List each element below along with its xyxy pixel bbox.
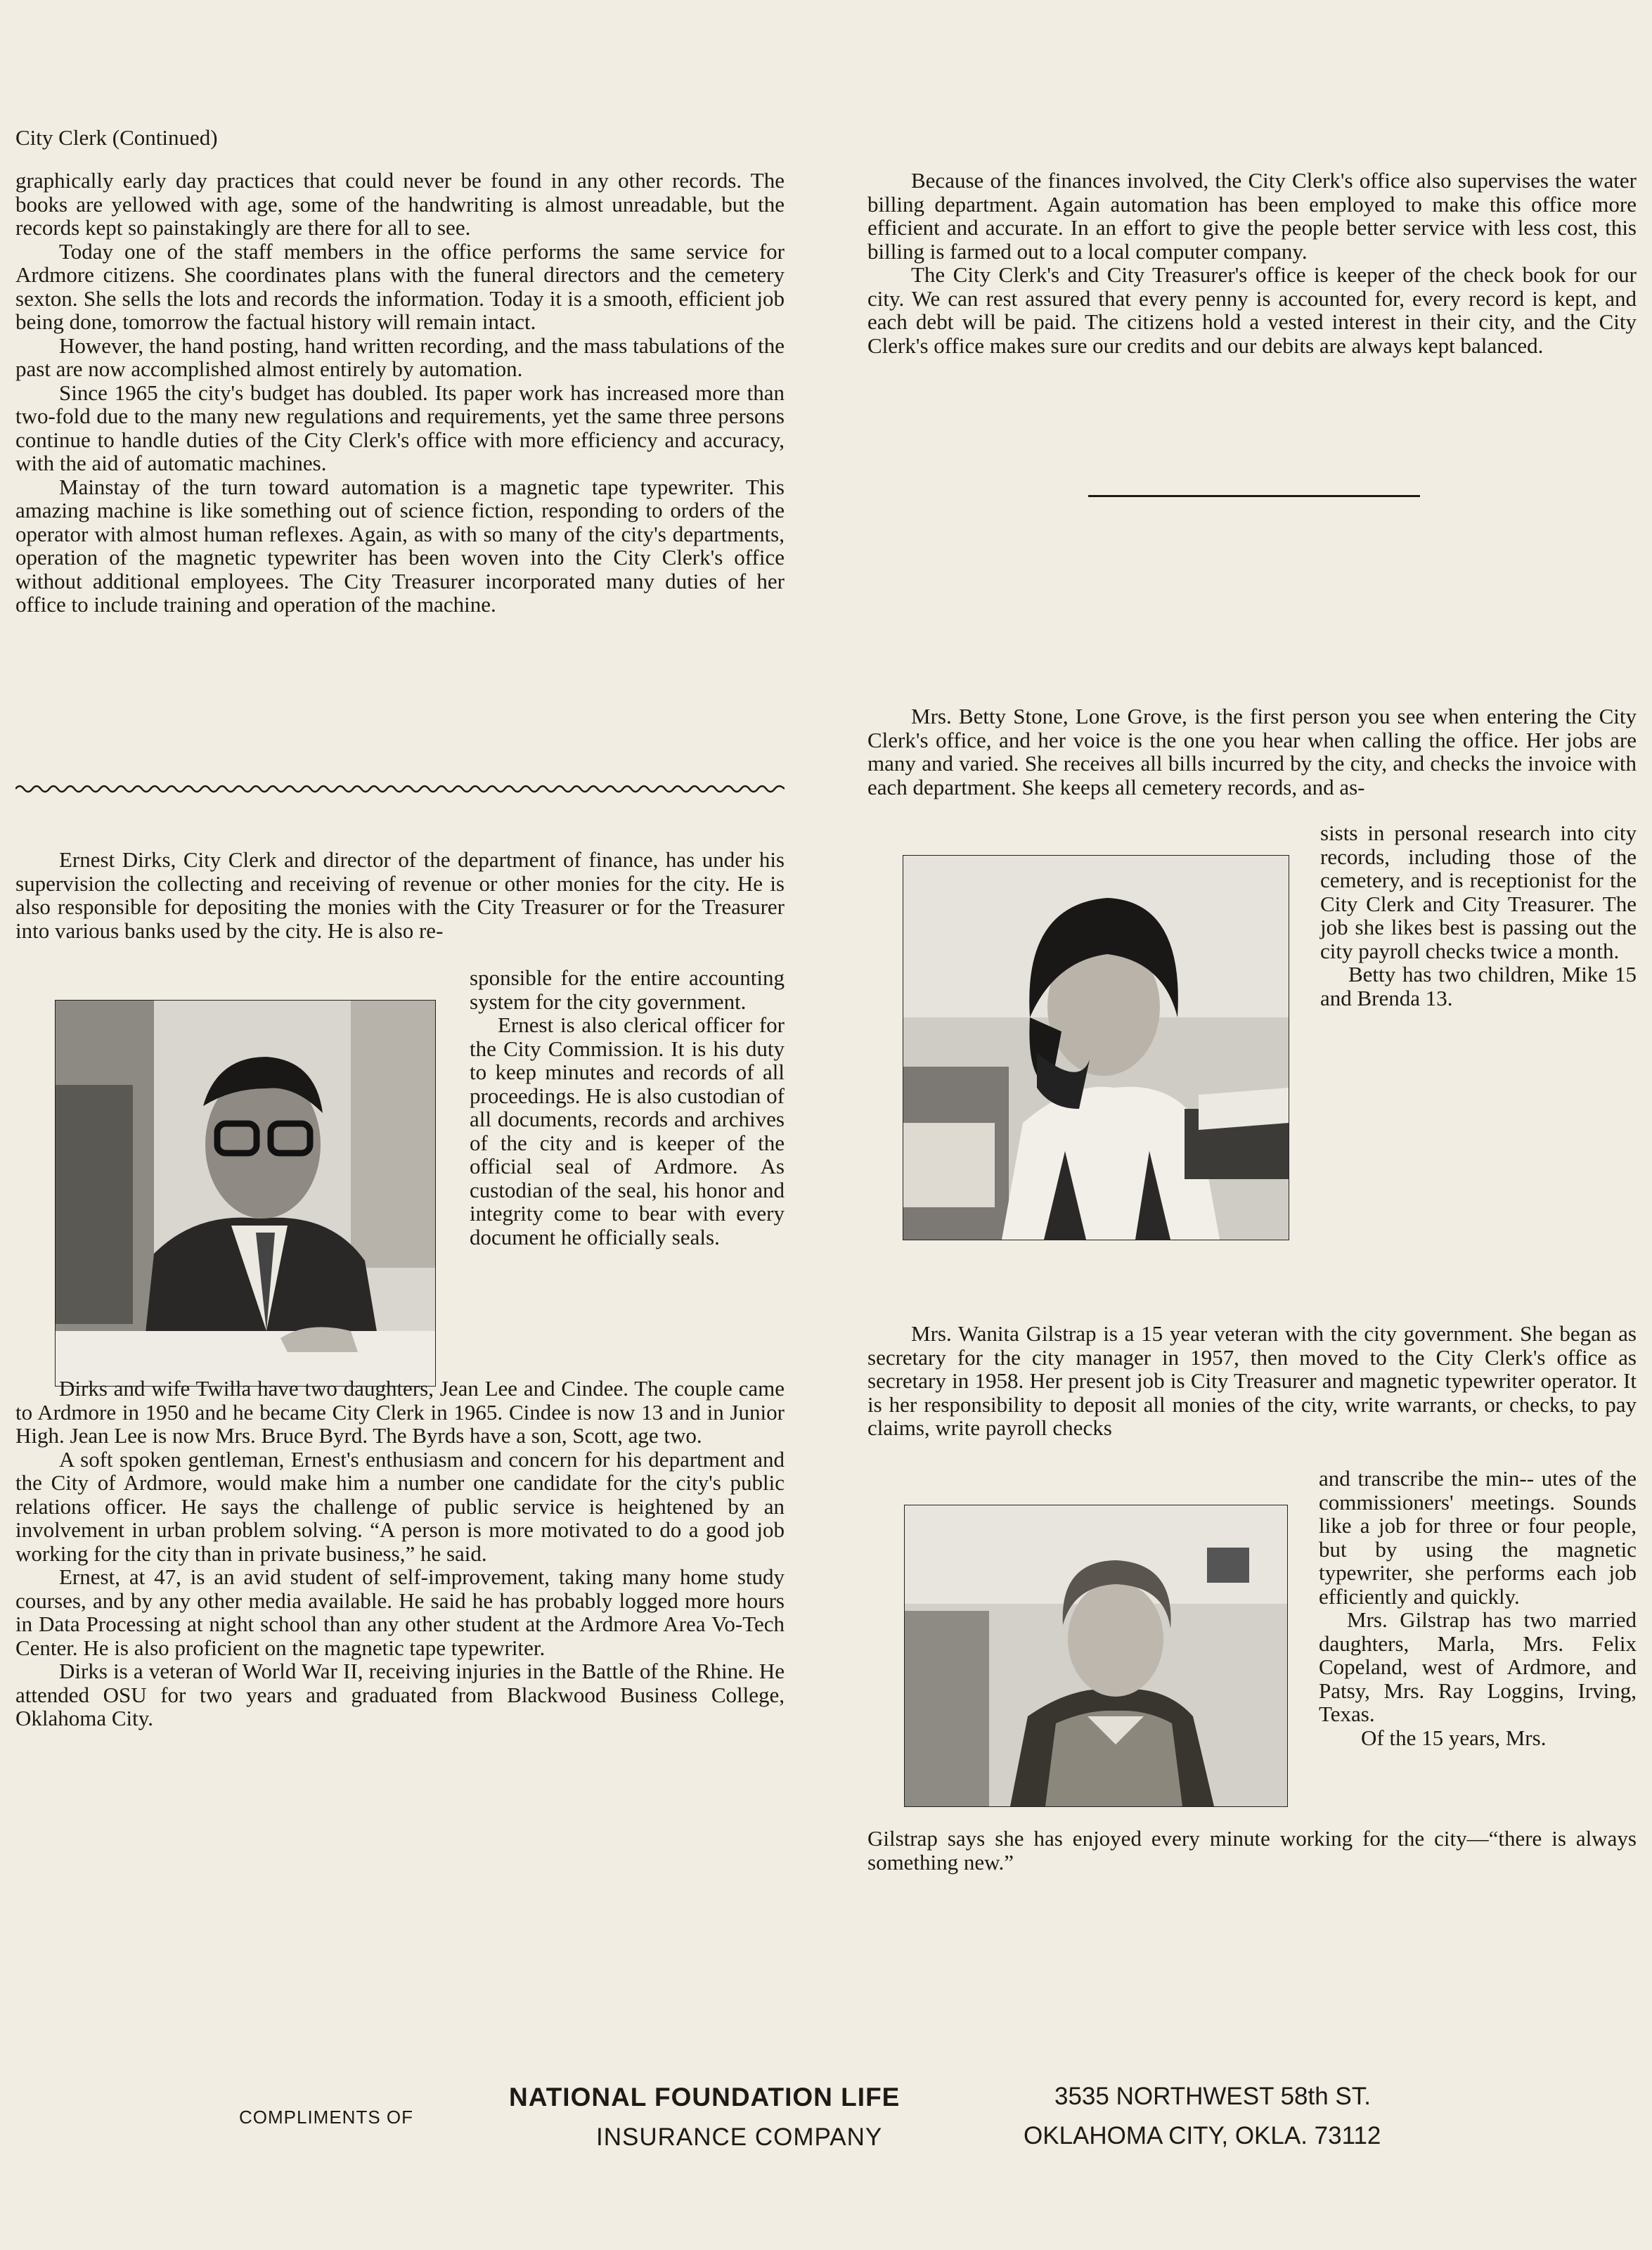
paragraph: Gilstrap says she has enjoyed every minute working for the city—“there is always something new.” [867, 1826, 1637, 1875]
paragraph: sponsible for the entire accounting system for the city government. [470, 965, 785, 1014]
section-rule [1088, 495, 1420, 497]
stone-wrap-block [1320, 821, 1637, 1010]
running-head: City Clerk (Continued) [15, 125, 218, 150]
stone-lead-block [867, 705, 1637, 799]
paragraph: Dirks is a veteran of World War II, receiving injuries in the Battle of the Rhine. He attended OSU for two years and graduated from Blackwood Business College, Oklahoma City. [15, 1659, 785, 1730]
left-intro [15, 169, 785, 617]
dirks-tail-block [15, 1377, 785, 1730]
paragraph: Ernest Dirks, City Clerk and director of the department of finance, has under his supervision the collecting and receiving of revenue or other monies for the city. He is also responsible for depositing the monies with the City Treasurer or for the Treasurer into various banks used by the city. He is also re- [15, 847, 785, 943]
photo-wanita-gilstrap [904, 1505, 1288, 1807]
dirks-lead-block [15, 848, 785, 942]
paragraph: and transcribe the min-- utes of the commissioners' meetings. Sounds like a job for three or four people, but by using the magnetic typewriter, she performs each job efficiently and quickly. [1319, 1466, 1637, 1609]
photo-betty-stone [903, 855, 1289, 1240]
paragraph: Ernest is also clerical officer for the City Commission. It is his duty to keep minutes and records of all proceedings. He is also custodian of all documents, records and archives of the city and is keeper of the official seal of Ardmore. As custodian of the seal, his honor and integrity come to bear with every document he officially seals. [470, 1012, 785, 1249]
wavy-divider [15, 780, 785, 795]
paragraph: Ernest, at 47, is an avid student of self-improvement, taking many home study courses, and by any other media available. He said he has probably logged more hours in Data Processing at night school than any other student at the Ardmore Area Vo-Tech Center. He is also proficient on the magnetic tape typewriter. [15, 1564, 785, 1660]
photo-ernest-dirks [55, 1000, 436, 1387]
paragraph: graphically early day practices that could never be found in any other records. The books are yellowed with age, some of the handwriting is almost unreadable, but the records kept so painstakingly are there for all to see. [15, 168, 785, 240]
paragraph: The City Clerk's and City Treasurer's office is keeper of the check book for our city. We can rest assured that every penny is accounted for, every record is kept, and each debt will be paid. The citizens hold a vested interest in their city, and the City Clerk's office makes sure our credits and our debits are always kept balanced. [867, 262, 1637, 358]
right-intro [867, 169, 1637, 357]
paragraph: Dirks and wife Twilla have two daughters, Jean Lee and Cindee. The couple came to Ardmore in 1950 and he became City Clerk in 1965. Cindee is now 13 and in Junior High. Jean Lee is now Mrs. Bruce Byrd. The Byrds have a son, Scott, age two. [15, 1376, 785, 1448]
dirks-wrap-block [470, 966, 785, 1249]
footer-address-city: OKLAHOMA CITY, OKLA. 73112 [1024, 2122, 1381, 2149]
paragraph: Betty has two children, Mike 15 and Brenda 13. [1320, 962, 1637, 1010]
paragraph: Today one of the staff members in the office performs the same service for Ardmore citizens. She coordinates plans with the funeral directors and the cemetery sexton. She sells the lots and records the information. Today it is a smooth, efficient job being done, tomorrow the factual history will remain intact. [15, 238, 785, 334]
footer-address-street: 3535 NORTHWEST 58th ST. [1054, 2083, 1371, 2110]
gilstrap-tail-block [867, 1827, 1637, 1874]
paragraph: Mrs. Wanita Gilstrap is a 15 year veteran with the city government. She began as secretary for the city manager in 1957, then moved to the City Clerk's office as secretary in 1958. Her present job is City Treasurer and magnetic typewriter operator. It is her responsibility to deposit all monies of the city, write warrants, or checks, to pay claims, write payroll checks [867, 1321, 1637, 1440]
gilstrap-wrap-block [1319, 1467, 1637, 1749]
paragraph: Of the 15 years, Mrs. [1361, 1725, 1547, 1750]
paragraph: A soft spoken gentleman, Ernest's enthusiasm and concern for his department and the City of Ardmore, would make him a number one candidate for the city's public relations officer. He says the challenge of public service is heightened by an involvement in urban problem solving. “A person is more motivated to do a good job working for the city than in private business,” he said. [15, 1446, 785, 1566]
paragraph: sists in personal research into city records, including those of the cemetery, and is receptionist for the City Clerk and City Treasurer. The job she likes best is passing out the city payroll checks twice a month. [1320, 821, 1637, 963]
paragraph: However, the hand posting, hand written recording, and the mass tabulations of the past are now accomplished almost entirely by automation. [15, 333, 785, 381]
paragraph: Mrs. Gilstrap has two married daughters, Marla, Mrs. Felix Copeland, west of Ardmore, and Patsy, Mrs. Ray Loggins, Irving, Texas. [1319, 1607, 1637, 1726]
paragraph: Mainstay of the turn toward automation is a magnetic tape typewriter. This amazing machine is like something out of science fiction, responding to orders of the operator with almost human reflexes. Again, as with so many of the city's departments, operation of the magnetic typewriter has been woven into the City Clerk's office without additional employees. The City Treasurer incorporated many duties of her office to include training and operation of the machine. [15, 474, 785, 617]
paragraph: Because of the finances involved, the City Clerk's office also supervises the water billing department. Again automation has been employed to make this office more efficient and accurate. In an effort to give the people better service with less cost, this billing is farmed out to a local computer company. [867, 168, 1637, 264]
paragraph: Since 1965 the city's budget has doubled. Its paper work has increased more than two-fold due to the many new regulations and requirements, yet the same three persons continue to handle duties of the City Clerk's office with more efficiency and accuracy, with the aid of automatic machines. [15, 380, 785, 475]
footer-company-name: NATIONAL FOUNDATION LIFE [509, 2083, 901, 2111]
footer-compliments: COMPLIMENTS OF [239, 2107, 414, 2128]
footer-company-type: INSURANCE COMPANY [596, 2123, 883, 2151]
gilstrap-lead-block [867, 1322, 1637, 1440]
paragraph: Mrs. Betty Stone, Lone Grove, is the first person you see when entering the City Clerk's office, and her voice is the one you hear when calling the office. Her jobs are many and varied. She receives all bills incurred by the city, and checks the invoice with each department. She keeps all cemetery records, and as- [867, 704, 1637, 799]
